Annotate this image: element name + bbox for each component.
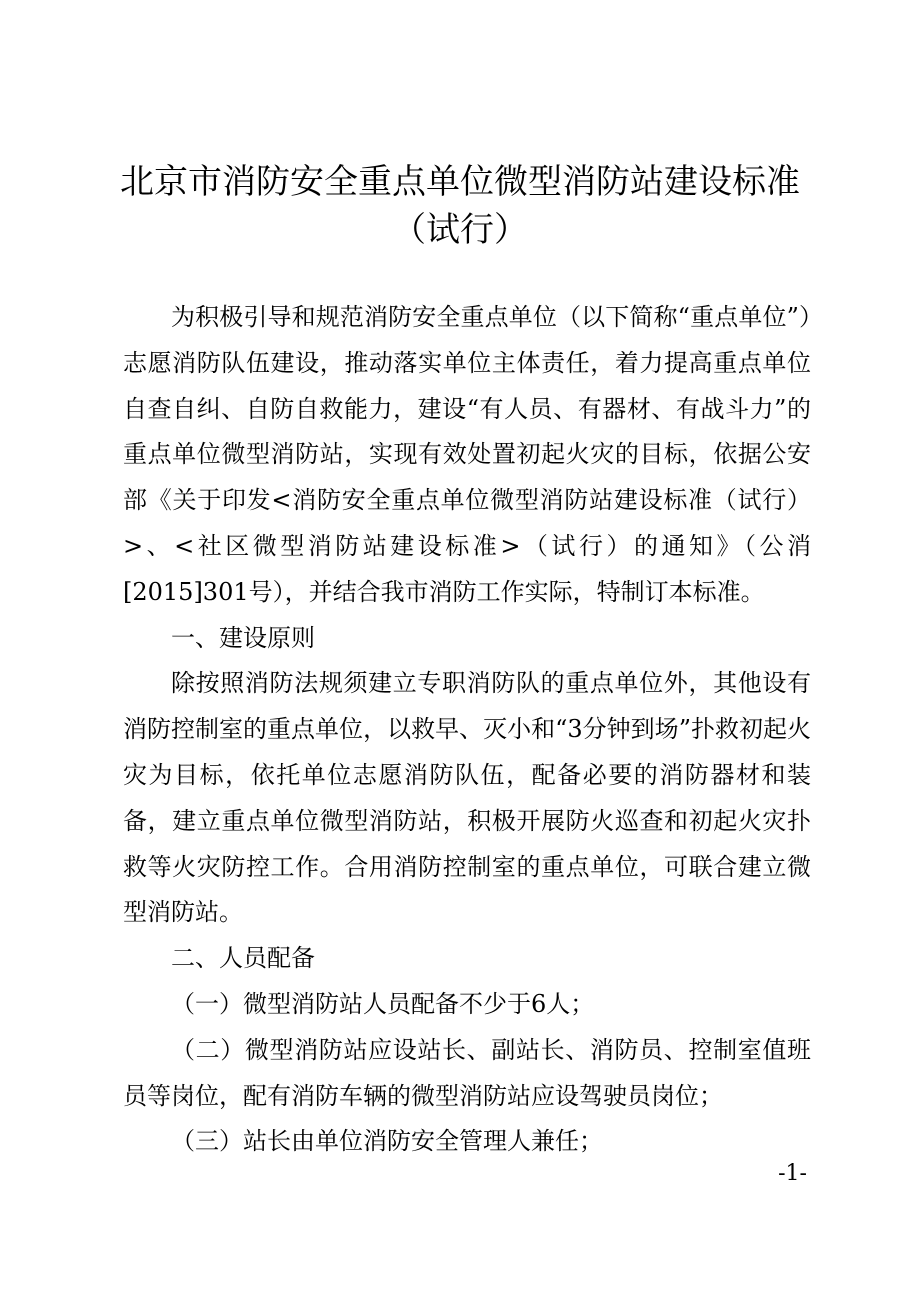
staffing-item-2: （二）微型消防站应设站长、副站长、消防员、控制室值班员等岗位，配有消防车辆的微型消防站应设驾驶员岗位； [123,1035,811,1110]
intro-paragraph: 为积极引导和规范消防安全重点单位（以下简称“重点单位”）志愿消防队伍建设，推动落实单位主体责任，着力提高重点单位自查自纠、自防自救能力，建设“有人员、有器材、有战斗力”的重点单位微型消防站，实现有效处置初起火灾的目标，依据公安部《关于印发<消防安全重点单位微型消防站建设标准（试行）>、<社区微型消防站建设标准>（试行）的通知》（公消[2015]301号），并结合我市消防工作实际，特制订本标准。 [123,303,811,606]
document-title: 北京市消防安全重点单位微型消防站建设标准 [120,162,800,202]
document-subtitle: （试行） [392,210,528,250]
document-body [123,295,811,1165]
staffing-item-3: （三）站长由单位消防安全管理人兼任； [171,1127,603,1156]
staffing-item-1: （一）微型消防站人员配备不少于6人； [171,989,595,1018]
principles-paragraph: 除按照消防法规须建立专职消防队的重点单位外，其他设有消防控制室的重点单位，以救早、灭小和“3分钟到场”扑救初起火灾为目标，依托单位志愿消防队伍，配备必要的消防器材和装备，建立重点单位微型消防站，积极开展防火巡查和初起火灾扑救等火灾防控工作。合用消防控制室的重点单位，可联合建立微型消防站。 [123,669,811,927]
section-heading-principles: 一、建设原则 [171,623,315,652]
section-heading-staffing: 二、人员配备 [171,944,315,973]
page-number: -1- [778,1161,807,1186]
